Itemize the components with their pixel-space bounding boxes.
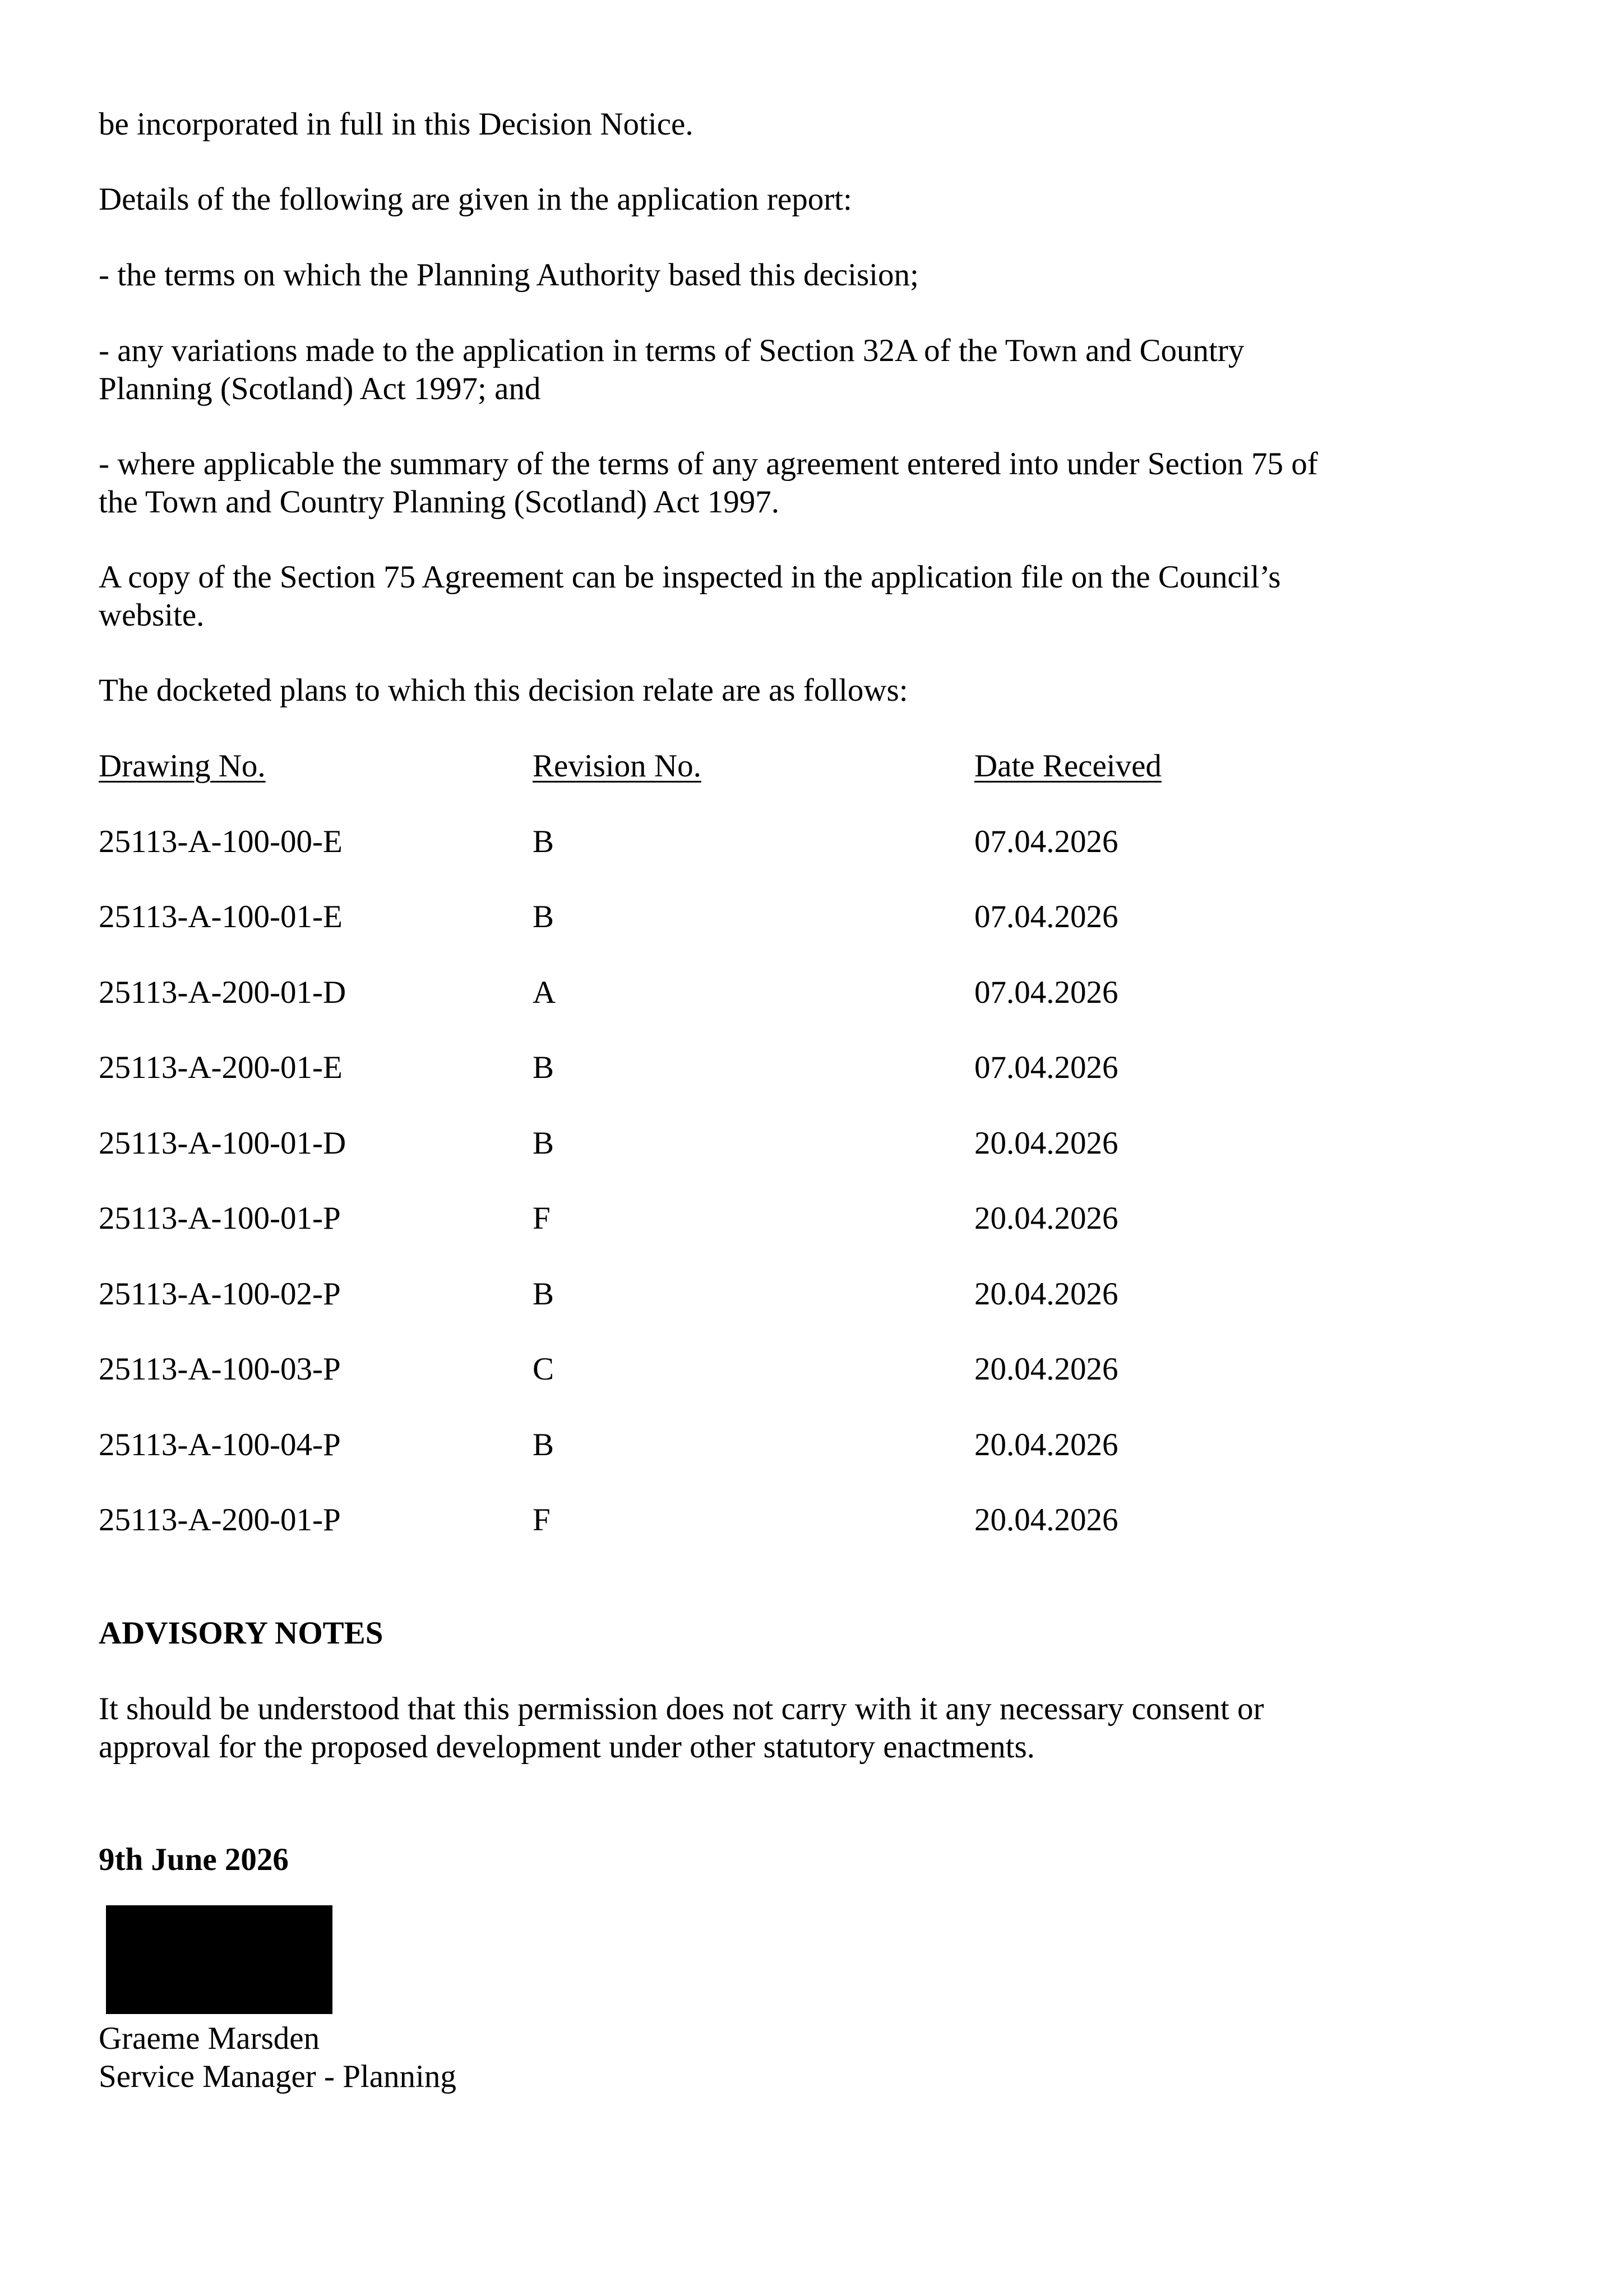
- date-received-cell: 07.04.2026: [974, 975, 1118, 1010]
- paragraph-section75-copy: A copy of the Section 75 Agreement can be inspected in the application file on the Council’s website.: [99, 559, 1281, 633]
- drawing-no-cell: 25113-A-100-01-E: [99, 899, 343, 934]
- drawing-no-cell: 25113-A-100-01-P: [99, 1201, 341, 1236]
- date-received-cell: 07.04.2026: [974, 824, 1118, 859]
- column-header-revision-no: Revision No.: [533, 748, 701, 784]
- paragraph-incorporated: be incorporated in full in this Decision Notice.: [99, 107, 693, 142]
- signatory-role: Service Manager - Planning: [99, 2059, 456, 2094]
- paragraph-section75-summary: - where applicable the summary of the terms of any agreement entered into under Section 75 of the Town and Country Planning (Scotland) Act 1997.: [99, 446, 1318, 520]
- redacted-signature: [106, 1905, 332, 2014]
- date-received-cell: 20.04.2026: [974, 1502, 1118, 1538]
- advisory-notes-heading: ADVISORY NOTES: [99, 1615, 383, 1651]
- revision-no-cell: B: [533, 1276, 554, 1312]
- drawing-no-cell: 25113-A-200-01-D: [99, 975, 346, 1010]
- drawing-no-cell: 25113-A-200-01-P: [99, 1502, 341, 1538]
- drawing-no-cell: 25113-A-100-03-P: [99, 1351, 341, 1387]
- drawing-no-cell: 25113-A-100-04-P: [99, 1427, 341, 1462]
- signatory-name: Graeme Marsden: [99, 2021, 320, 2056]
- date-received-cell: 20.04.2026: [974, 1126, 1118, 1161]
- drawing-no-cell: 25113-A-100-01-D: [99, 1126, 346, 1161]
- column-header-date-received: Date Received: [974, 748, 1162, 784]
- paragraph-details-intro: Details of the following are given in the application report:: [99, 182, 852, 217]
- revision-no-cell: F: [533, 1502, 551, 1538]
- revision-no-cell: B: [533, 899, 554, 934]
- date-received-cell: 07.04.2026: [974, 899, 1118, 934]
- revision-no-cell: B: [533, 824, 554, 859]
- drawing-no-cell: 25113-A-100-02-P: [99, 1276, 341, 1312]
- paragraph-terms: - the terms on which the Planning Authority based this decision;: [99, 257, 919, 293]
- revision-no-cell: F: [533, 1201, 551, 1236]
- date-received-cell: 20.04.2026: [974, 1351, 1118, 1387]
- paragraph-variations: - any variations made to the application in terms of Section 32A of the Town and Country Planning (Scotland) Act 1997; and: [99, 333, 1245, 406]
- drawing-no-cell: 25113-A-100-00-E: [99, 824, 343, 859]
- revision-no-cell: B: [533, 1050, 554, 1085]
- revision-no-cell: C: [533, 1351, 554, 1387]
- advisory-notes-text: It should be understood that this permission does not carry with it any necessary consent or approval for the proposed development under other statutory enactments.: [99, 1691, 1264, 1765]
- drawing-no-cell: 25113-A-200-01-E: [99, 1050, 343, 1085]
- date-received-cell: 20.04.2026: [974, 1427, 1118, 1462]
- revision-no-cell: A: [533, 975, 556, 1010]
- column-header-drawing-no: Drawing No.: [99, 748, 266, 784]
- date-received-cell: 07.04.2026: [974, 1050, 1118, 1085]
- revision-no-cell: B: [533, 1126, 554, 1161]
- date-received-cell: 20.04.2026: [974, 1276, 1118, 1312]
- date-received-cell: 20.04.2026: [974, 1201, 1118, 1236]
- paragraph-docketed-plans: The docketed plans to which this decision relate are as follows:: [99, 673, 908, 708]
- revision-no-cell: B: [533, 1427, 554, 1462]
- decision-date: 9th June 2026: [99, 1842, 289, 1877]
